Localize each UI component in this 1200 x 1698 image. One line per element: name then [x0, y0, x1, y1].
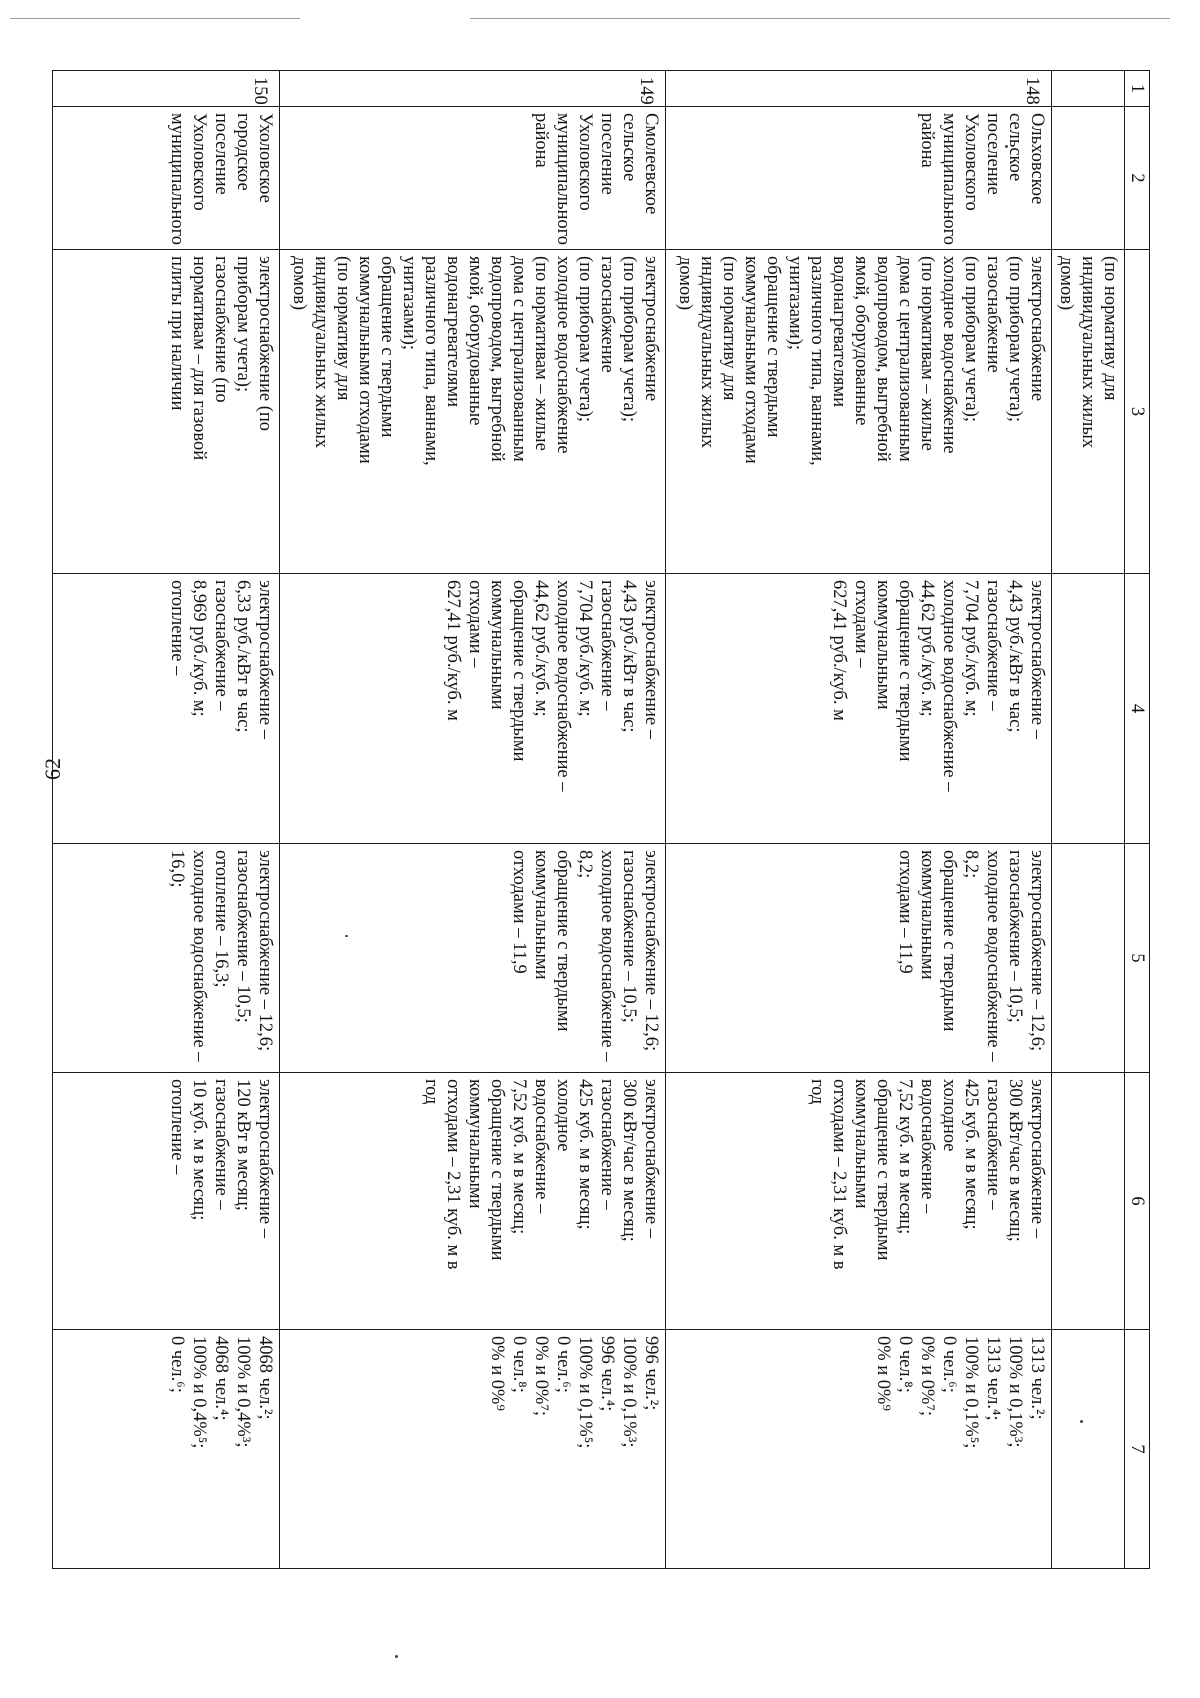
- text-line: отходами – 2,31 куб. м в: [443, 1079, 463, 1270]
- text-line: газоснабжение – 10,5;: [619, 850, 639, 1023]
- text-line: 7,704 руб./куб. м;: [961, 580, 981, 717]
- text-line: обращение с твердыми: [509, 580, 529, 762]
- text-line: обращение с твердыми: [873, 1079, 893, 1261]
- text-line: (по приборам учета);: [1005, 256, 1025, 423]
- text-line: (по нормативам – жилые: [917, 256, 937, 451]
- text-line: индивидуальных жилых: [1078, 256, 1098, 449]
- text-line: холодное водоснабжение –: [189, 850, 209, 1062]
- text-line: различного типа, ваннами,: [421, 256, 441, 466]
- text-line: 7,704 руб./куб. м;: [575, 580, 595, 717]
- empty-cell: [1052, 1073, 1125, 1330]
- text-line: водоснабжение –: [531, 1079, 551, 1214]
- text-line: электроснабжение – 12,6;: [255, 850, 275, 1052]
- text-line: сельское: [619, 113, 639, 182]
- text-line: (по нормативу для: [1100, 256, 1120, 401]
- text-line: (по нормативу для: [333, 256, 353, 401]
- text-line: городское: [233, 113, 253, 191]
- text-line: электроснабжение (по: [255, 256, 275, 432]
- text-line: Ухоловского: [189, 113, 209, 211]
- services-cell: [53, 250, 280, 574]
- text-line: 4068 чел.⁴;: [211, 1336, 231, 1421]
- text-line: 4,43 руб./кВт в час;: [619, 580, 639, 733]
- text-line: газоснабжение –: [983, 1079, 1003, 1210]
- text-line: нормативам – для газовой: [189, 256, 209, 461]
- population-cell: [666, 1330, 1052, 1569]
- services-cell: [280, 250, 666, 574]
- text-line: (по нормативам – жилые: [531, 256, 551, 451]
- text-line: Смолеевское: [641, 113, 661, 215]
- text-line: сельское: [1005, 113, 1025, 182]
- text-line: 1313 чел.²;: [1027, 1336, 1047, 1420]
- text-line: холодное водоснабжение –: [553, 580, 573, 792]
- text-line: 7,52 куб. м в месяц;: [509, 1079, 529, 1235]
- text-line: обращение с твердыми: [939, 850, 959, 1032]
- text-line: коммунальными: [487, 580, 507, 710]
- text-line: 8,969 руб./куб. м;: [189, 580, 209, 717]
- text-line: 8,2;: [575, 850, 595, 879]
- text-line: обращение с твердыми: [487, 1079, 507, 1261]
- text-line: электроснабжение –: [1027, 1079, 1047, 1238]
- text-line: холодное водоснабжение –: [983, 850, 1003, 1062]
- text-line: унитазами);: [399, 256, 419, 350]
- text-line: газоснабжение – 10,5;: [1005, 850, 1025, 1023]
- text-line: 100% и 0,1%³;: [1005, 1336, 1025, 1448]
- services-cell: [666, 250, 1052, 574]
- text-line: газоснабжение –: [597, 580, 617, 711]
- text-line: 627,41 руб./куб. м: [443, 580, 463, 721]
- growth-index-cell: [280, 844, 666, 1073]
- text-line: 0 чел.⁶;: [167, 1336, 187, 1393]
- text-line: водонагревателями: [443, 256, 463, 408]
- text-line: дома с централизованным: [895, 256, 915, 462]
- text-line: коммунальными отходами: [355, 256, 375, 464]
- text-line: 100% и 0,4%⁵;: [189, 1336, 209, 1449]
- text-line: холодное: [939, 1079, 959, 1152]
- text-line: индивидуальных жилых: [311, 256, 331, 449]
- utility-tariff-table: [52, 70, 1150, 1569]
- text-line: приборам учета);: [233, 256, 253, 393]
- text-line: Ольховское: [1027, 113, 1047, 205]
- table-row-150: [53, 71, 280, 1569]
- text-line: электроснабжение – 12,6;: [641, 850, 661, 1052]
- text-line: обращение с твердыми: [895, 580, 915, 762]
- text-line: домов): [1056, 256, 1076, 311]
- table-row-149: [280, 71, 666, 1569]
- text-line: 44,62 руб./куб. м;: [917, 580, 937, 717]
- text-line: 10 куб. м в месяц;: [189, 1079, 209, 1221]
- text-line: 0% и 0%⁷;: [917, 1336, 937, 1417]
- column-number: 2: [1125, 107, 1150, 250]
- text-line: электроснабжение –: [641, 580, 661, 739]
- text-line: отходами – 2,31 куб. м в: [829, 1079, 849, 1270]
- text-line: газоснабжение (по: [211, 256, 231, 403]
- text-line: Ухоловского: [575, 113, 595, 211]
- text-line: газоснабжение: [983, 256, 1003, 373]
- text-line: 44,62 руб./куб. м;: [531, 580, 551, 717]
- text-line: района: [917, 113, 937, 168]
- text-line: района: [531, 113, 551, 168]
- text-line: водопроводом, выгребной: [487, 256, 507, 462]
- text-line: холодное водоснабжение –: [939, 580, 959, 792]
- text-line: 0 чел.⁶;: [553, 1336, 573, 1393]
- text-line: Ухоловского: [961, 113, 981, 211]
- text-line: 100% и 0,1%³;: [619, 1336, 639, 1448]
- text-line: (по нормативу для: [719, 256, 739, 401]
- text-line: электроснабжение –: [255, 580, 275, 739]
- text-line: электроснабжение –: [1027, 580, 1047, 739]
- text-line: электроснабжение –: [255, 1079, 275, 1238]
- text-line: коммунальными: [917, 850, 937, 980]
- text-line: 6,33 руб./кВт в час;: [233, 580, 253, 733]
- text-line: 1313 чел.⁴;: [983, 1336, 1003, 1421]
- text-line: 0% и 0%⁷;: [531, 1336, 551, 1417]
- text-line: 0 чел.⁸;: [509, 1336, 529, 1393]
- text-line: 100% и 0,1%⁵;: [961, 1336, 981, 1449]
- text-line: обращение с твердыми: [763, 256, 783, 438]
- scan-top-line-right: [470, 18, 1170, 19]
- text-line: 627,41 руб./куб. м: [829, 580, 849, 721]
- text-line: 425 куб. м в месяц;: [575, 1079, 595, 1230]
- row-number-cell: 150: [53, 71, 280, 107]
- text-line: 300 кВт/час в месяц;: [1005, 1079, 1025, 1242]
- text-line: водопроводом, выгребной: [873, 256, 893, 462]
- text-line: электроснабжение: [641, 256, 661, 402]
- municipality-cell: [53, 107, 280, 250]
- text-line: различного типа, ваннами,: [807, 256, 827, 466]
- text-line: отходами –: [851, 580, 871, 668]
- text-line: 7,52 куб. м в месяц;: [895, 1079, 915, 1235]
- empty-cell: [1052, 1330, 1125, 1569]
- text-line: год: [421, 1079, 441, 1105]
- text-line: 100% и 0,4%³;: [233, 1336, 253, 1448]
- text-line: 4068 чел.²;: [255, 1336, 275, 1420]
- text-line: электроснабжение: [1027, 256, 1047, 402]
- text-line: поселение: [211, 113, 231, 195]
- population-cell: [53, 1330, 280, 1569]
- rotated-table-sheet: [52, 70, 1150, 1568]
- scan-top-line-left: [10, 18, 300, 19]
- text-line: ямой, оборудованные: [465, 256, 485, 426]
- text-line: 100% и 0,1%⁵;: [575, 1336, 595, 1449]
- text-line: водонагревателями: [829, 256, 849, 408]
- table-row-148: [666, 71, 1052, 1569]
- text-line: 8,2;: [961, 850, 981, 879]
- text-line: дома с централизованным: [509, 256, 529, 462]
- scan-speck: [395, 1655, 398, 1658]
- text-line: 300 кВт/час в месяц;: [619, 1079, 639, 1242]
- text-line: коммунальными: [851, 1079, 871, 1209]
- text-line: унитазами);: [785, 256, 805, 350]
- text-line: домов): [289, 256, 309, 311]
- row-number-cell: 149: [280, 71, 666, 107]
- empty-cell: [1052, 71, 1125, 107]
- text-line: отопление –: [167, 580, 187, 676]
- text-line: коммунальными: [873, 580, 893, 710]
- text-line: коммунальными: [465, 1079, 485, 1209]
- text-line: поселение: [597, 113, 617, 195]
- growth-index-cell: [666, 844, 1052, 1073]
- municipality-cell: [666, 107, 1052, 250]
- consumption-volume-cell: [53, 1073, 280, 1330]
- column-number: 5: [1125, 844, 1150, 1073]
- text-line: 0% и 0%⁹: [487, 1336, 507, 1411]
- text-line: муниципального: [167, 113, 187, 246]
- text-line: отходами – 11,9: [509, 850, 529, 974]
- text-line: водоснабжение –: [917, 1079, 937, 1214]
- text-line: отопление – 16,3;: [211, 850, 231, 988]
- text-line: 0% и 0%⁹: [873, 1336, 893, 1411]
- text-line: газоснабжение: [597, 256, 617, 373]
- row-number-cell: 148: [666, 71, 1052, 107]
- text-line: муниципального: [939, 113, 959, 246]
- text-line: 996 чел.⁴;: [597, 1336, 617, 1412]
- text-line: (по приборам учета);: [619, 256, 639, 423]
- text-line: электроснабжение – 12,6;: [1027, 850, 1047, 1052]
- text-line: газоснабжение –: [983, 580, 1003, 711]
- text-line: муниципального: [553, 113, 573, 246]
- tariffs-cell: [666, 574, 1052, 844]
- column-number: 1: [1125, 71, 1150, 107]
- text-line: газоснабжение –: [211, 1079, 231, 1210]
- text-line: холодное водоснабжение: [553, 256, 573, 454]
- consumption-volume-cell: [666, 1073, 1052, 1330]
- text-line: коммунальными: [531, 850, 551, 980]
- text-line: холодное: [553, 1079, 573, 1152]
- municipality-cell: [280, 107, 666, 250]
- column-number: 7: [1125, 1330, 1150, 1569]
- continuation-row: [1052, 71, 1125, 1569]
- text-line: индивидуальных жилых: [697, 256, 717, 449]
- text-line: отопление –: [167, 1079, 187, 1175]
- text-line: домов): [675, 256, 695, 311]
- growth-index-cell: [53, 844, 280, 1073]
- text-line: Ухоловское: [255, 113, 275, 203]
- text-line: 996 чел.²;: [641, 1336, 661, 1411]
- column-number: 3: [1125, 250, 1150, 574]
- text-line: 425 куб. м в месяц;: [961, 1079, 981, 1230]
- empty-cell: [1052, 844, 1125, 1073]
- text-line: поселение: [983, 113, 1003, 195]
- text-line: (по приборам учета);: [961, 256, 981, 423]
- text-line: отходами – 11,9: [895, 850, 915, 974]
- text-line: обращение с твердыми: [553, 850, 573, 1032]
- text-line: 120 кВт в месяц;: [233, 1079, 253, 1211]
- services-continuation-cell: [1052, 250, 1125, 574]
- text-line: (по приборам учета);: [575, 256, 595, 423]
- text-line: ямой, оборудованные: [851, 256, 871, 426]
- text-line: газоснабжение –: [597, 1079, 617, 1210]
- text-line: отходами –: [465, 580, 485, 668]
- population-cell: [280, 1330, 666, 1569]
- text-line: 4,43 руб./кВт в час;: [1005, 580, 1025, 733]
- text-line: год: [807, 1079, 827, 1105]
- column-number: 4: [1125, 574, 1150, 844]
- text-line: холодное водоснабжение –: [597, 850, 617, 1062]
- tariffs-cell: [53, 574, 280, 844]
- text-line: 0 чел.⁸;: [895, 1336, 915, 1393]
- text-line: электроснабжение –: [641, 1079, 661, 1238]
- empty-cell: [1052, 574, 1125, 844]
- text-line: коммунальными отходами: [741, 256, 761, 464]
- empty-cell: [1052, 107, 1125, 250]
- text-line: газоснабжение –: [211, 580, 231, 711]
- page-number: 62: [40, 758, 65, 780]
- column-number-row: [1125, 71, 1150, 1569]
- text-line: 0 чел.⁶;: [939, 1336, 959, 1393]
- tariffs-cell: [280, 574, 666, 844]
- text-line: газоснабжение – 10,5;: [233, 850, 253, 1023]
- text-line: обращение с твердыми: [377, 256, 397, 438]
- text-line: холодное водоснабжение: [939, 256, 959, 454]
- text-line: 16,0;: [167, 850, 187, 888]
- text-line: плиты при наличии: [167, 256, 187, 411]
- column-number: 6: [1125, 1073, 1150, 1330]
- consumption-volume-cell: [280, 1073, 666, 1330]
